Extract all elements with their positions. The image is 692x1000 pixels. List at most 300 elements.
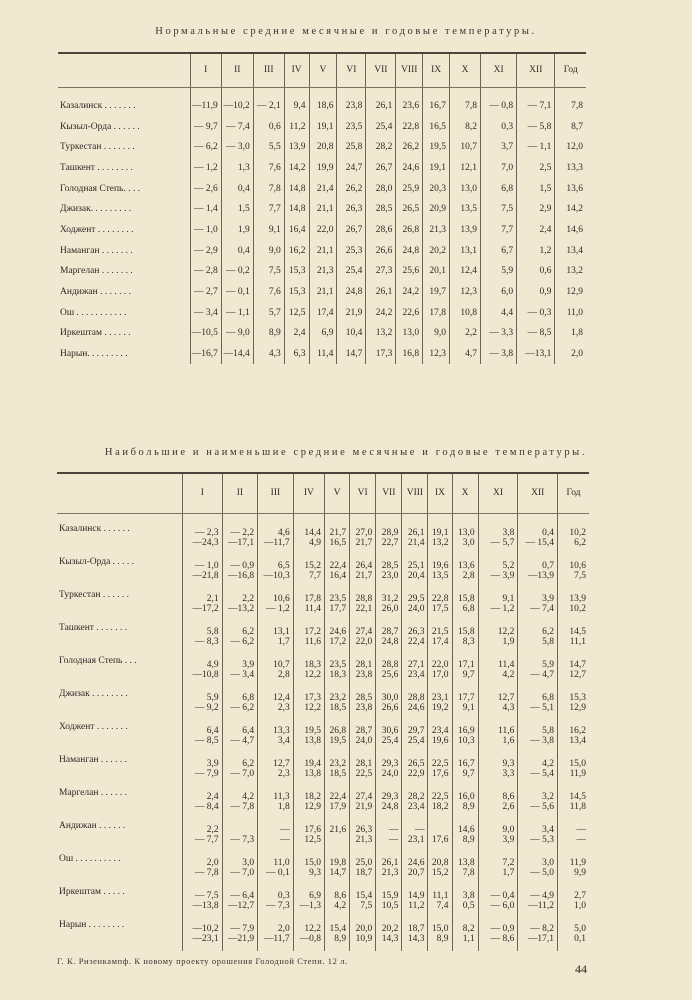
max-temperature: 6,5: [277, 561, 290, 571]
temperature-pair-cell: [182, 720, 222, 753]
max-temperature: 0,4: [542, 528, 555, 538]
month-header: Год: [555, 53, 586, 87]
min-temperature: 21,9: [355, 802, 373, 812]
min-temperature: 24,8: [381, 802, 399, 812]
temperature-cell: 14,8: [284, 178, 309, 199]
min-temperature: 16,4: [329, 571, 347, 581]
temperature-pair-cell: [452, 885, 478, 918]
temperature-cell: 26,5: [396, 199, 423, 220]
max-temperature: 29,3: [381, 759, 399, 769]
station-name: Джизак . . . . . . . .: [59, 688, 128, 699]
month-header: IV: [284, 53, 309, 87]
temperature-pair-cell: [428, 885, 452, 918]
temperature-cell: 1,3: [221, 158, 253, 179]
min-temperature: 12,5: [304, 835, 322, 845]
temperature-cell: 13,4: [555, 240, 586, 261]
table-row: [58, 344, 586, 365]
min-temperature: 4,9: [309, 538, 322, 548]
max-temperature: 27,4: [355, 627, 373, 637]
max-temperature: 15,4: [355, 891, 373, 901]
temperature-cell: 0,4: [221, 240, 253, 261]
month-header: VII: [376, 473, 402, 513]
temperature-cell: 19,7: [423, 282, 450, 303]
min-temperature: 22,4: [407, 637, 425, 647]
min-temperature: 24,0: [407, 604, 425, 614]
temperature-pair-cell: [293, 885, 324, 918]
temperature-cell: 13,0: [396, 323, 423, 344]
temperature-cell: 13,2: [366, 323, 396, 344]
temperature-cell: —10,2: [221, 96, 253, 117]
temperature-pair-cell: [222, 621, 258, 654]
temperature-pair-cell: [402, 786, 428, 819]
max-temperature: 8,6: [502, 792, 515, 802]
min-temperature: 23,1: [407, 835, 425, 845]
temperature-pair-cell: [258, 918, 294, 951]
temperature-pair-cell: [402, 885, 428, 918]
min-temperature: — 7,3: [265, 901, 290, 911]
min-temperature: — 3,8: [530, 736, 555, 746]
min-temperature: 7,5: [574, 571, 586, 581]
month-header: V: [325, 473, 350, 513]
temperature-cell: 5,9: [481, 261, 517, 282]
max-temperature: 28,9: [381, 528, 399, 538]
station-name: Иркештам . . . . . .: [60, 328, 131, 339]
temperature-pair-cell: [376, 654, 402, 687]
temperature-cell: 21,4: [309, 178, 337, 199]
max-temperature: 5,8: [206, 627, 219, 637]
max-temperature: 26,4: [355, 561, 373, 571]
month-header: Год: [558, 473, 589, 513]
max-temperature: 13,0: [458, 528, 475, 538]
temperature-pair-cell: [452, 687, 478, 720]
max-temperature: 9,1: [502, 594, 515, 604]
temperature-pair-cell: [182, 786, 222, 819]
max-temperature: 28,5: [355, 693, 373, 703]
temperature-cell: 26,7: [366, 158, 396, 179]
max-temperature: 3,8: [502, 528, 515, 538]
temperature-pair-cell: [478, 522, 518, 555]
temperature-pair-cell: [350, 621, 376, 654]
min-temperature: 4,2: [502, 670, 515, 680]
temperature-cell: 24,2: [366, 302, 396, 323]
table-row: [57, 522, 589, 555]
temperature-pair-cell: [452, 918, 478, 951]
temperature-pair-cell: [402, 654, 428, 687]
temperature-cell: 7,6: [253, 158, 284, 179]
max-temperature: 19,6: [431, 561, 449, 571]
temperature-cell: 13,5: [450, 199, 481, 220]
temperature-pair-cell: [350, 819, 376, 852]
temperature-pair-cell: [428, 819, 452, 852]
temperature-cell: —11,9: [190, 96, 221, 117]
temperature-pair-cell: [182, 588, 222, 621]
max-temperature: 28,1: [355, 759, 373, 769]
temperature-pair-cell: [518, 753, 558, 786]
min-temperature: —16,8: [228, 571, 255, 581]
temperature-pair-cell: [402, 687, 428, 720]
min-temperature: 17,0: [431, 670, 449, 680]
temperature-pair-cell: [293, 786, 324, 819]
min-temperature: —11,7: [263, 538, 290, 548]
station-name: Маргелан . . . . . . .: [60, 266, 133, 277]
month-header: XII: [518, 473, 558, 513]
max-temperature: 26,1: [381, 858, 399, 868]
temperature-pair-cell: [478, 753, 518, 786]
temperature-pair-cell: [350, 522, 376, 555]
table-row: [57, 819, 589, 852]
temperature-pair-cell: [182, 819, 222, 852]
max-temperature: 28,7: [355, 726, 373, 736]
max-temperature: 21,7: [329, 528, 347, 538]
temperature-cell: 2,4: [517, 220, 555, 241]
temperature-pair-cell: [558, 522, 589, 555]
temperature-pair-cell: [402, 588, 428, 621]
temperature-pair-cell: [258, 819, 294, 852]
temperature-cell: 11,4: [309, 344, 337, 365]
min-temperature: — 8,3: [194, 637, 219, 647]
temperature-pair-cell: [428, 654, 452, 687]
temperature-cell: 13,2: [555, 261, 586, 282]
temperature-pair-cell: [258, 687, 294, 720]
temperature-pair-cell: [293, 687, 324, 720]
temperature-pair-cell: [325, 918, 350, 951]
temperature-cell: 1,5: [221, 199, 253, 220]
max-temperature: —: [414, 825, 425, 835]
temperature-cell: 6,0: [481, 282, 517, 303]
temperature-cell: 5,5: [253, 137, 284, 158]
temperature-cell: 26,1: [366, 96, 396, 117]
min-temperature: 0,1: [574, 934, 586, 944]
min-temperature: 11,4: [304, 604, 322, 614]
temperature-pair-cell: [222, 522, 258, 555]
temperature-pair-cell: [376, 852, 402, 885]
station-name: Казалинск . . . . . . .: [60, 100, 136, 111]
temperature-pair-cell: [350, 687, 376, 720]
max-temperature: 2,0: [277, 924, 290, 934]
min-temperature: 17,6: [431, 835, 449, 845]
station-name: Туркестан . . . . . .: [59, 589, 129, 600]
min-temperature: 18,2: [431, 802, 449, 812]
temperature-cell: 3,7: [481, 137, 517, 158]
temperature-cell: 25,3: [337, 240, 366, 261]
table2-title: Наибольшие и наименьшие средние месячные и годовые температуры.: [104, 447, 588, 458]
max-temperature: 3,0: [542, 858, 555, 868]
temperature-cell: — 2,6: [190, 178, 221, 199]
temperature-pair-cell: [258, 885, 294, 918]
temperature-pair-cell: [518, 918, 558, 951]
temperature-pair-cell: [222, 588, 258, 621]
min-temperature: 22,7: [381, 538, 399, 548]
temperature-cell: — 1,1: [221, 302, 253, 323]
temperature-pair-cell: [325, 720, 350, 753]
min-temperature: — 7,0: [230, 769, 255, 779]
station-name: Голодная Степь. . . .: [60, 183, 140, 194]
max-temperature: 3,4: [542, 825, 555, 835]
temperature-pair-cell: [350, 918, 376, 951]
min-temperature: 12,9: [304, 802, 322, 812]
min-temperature: 25,4: [381, 736, 399, 746]
max-temperature: 12,2: [304, 924, 322, 934]
min-temperature: 24,8: [381, 637, 399, 647]
max-temperature: 19,8: [329, 858, 347, 868]
min-temperature: 3,4: [277, 736, 290, 746]
station-name: Ходжент . . . . . . . .: [60, 224, 134, 235]
max-temperature: 20,0: [355, 924, 373, 934]
temperature-pair-cell: [452, 588, 478, 621]
max-temperature: —10,2: [192, 924, 219, 934]
max-temperature: 15,2: [304, 561, 322, 571]
max-temperature: 6,2: [542, 627, 555, 637]
min-temperature: 8,9: [436, 934, 449, 944]
min-temperature: 23,4: [407, 802, 425, 812]
temperature-pair-cell: [325, 621, 350, 654]
min-temperature: 17,6: [431, 769, 449, 779]
table-row: [57, 720, 589, 753]
min-temperature: 8,9: [462, 835, 475, 845]
table-row: [57, 852, 589, 885]
max-temperature: 3,9: [542, 594, 555, 604]
min-temperature: — 6,2: [230, 637, 255, 647]
max-temperature: 16,7: [458, 759, 475, 769]
temperature-pair-cell: [518, 720, 558, 753]
min-temperature: 5,8: [542, 637, 555, 647]
temperature-cell: 14,7: [337, 344, 366, 365]
temperature-pair-cell: [428, 918, 452, 951]
temperature-cell: 14,8: [284, 199, 309, 220]
temperature-pair-cell: [558, 885, 589, 918]
temperature-pair-cell: [558, 852, 589, 885]
min-temperature: — 5,0: [530, 868, 555, 878]
station-name: Наманган . . . . . . .: [60, 245, 133, 256]
min-temperature: 13,5: [431, 571, 449, 581]
min-temperature: 12,2: [304, 703, 322, 713]
temperature-cell: 2,2: [450, 323, 481, 344]
temperature-cell: — 3,3: [481, 323, 517, 344]
min-temperature: —21,9: [228, 934, 255, 944]
min-temperature: 1,9: [502, 637, 515, 647]
temperature-cell: 20,9: [423, 199, 450, 220]
min-temperature: 22,9: [407, 769, 425, 779]
max-temperature: 17,8: [304, 594, 322, 604]
min-temperature: 12,7: [569, 670, 586, 680]
temperature-cell: 7,6: [253, 282, 284, 303]
temperature-cell: 2,5: [517, 158, 555, 179]
table-row: [57, 687, 589, 720]
temperature-pair-cell: [222, 885, 258, 918]
temperature-pair-cell: [478, 918, 518, 951]
temperature-cell: — 0,3: [517, 302, 555, 323]
max-temperature: [429, 825, 448, 835]
min-temperature: 11,8: [569, 802, 586, 812]
max-temperature: 24,6: [329, 627, 347, 637]
table-row: [58, 323, 586, 344]
max-temperature: 15,0: [569, 759, 586, 769]
temperature-cell: 19,5: [423, 137, 450, 158]
max-temperature: 11,0: [273, 858, 290, 868]
temperature-pair-cell: [376, 687, 402, 720]
table-row: [58, 302, 586, 323]
min-temperature: 1,7: [502, 868, 515, 878]
table-row: [58, 137, 586, 158]
temperature-cell: 4,7: [450, 344, 481, 365]
temperature-cell: 12,9: [555, 282, 586, 303]
temperature-pair-cell: [478, 588, 518, 621]
temperature-pair-cell: [222, 852, 258, 885]
temperature-pair-cell: [452, 819, 478, 852]
min-temperature: 2,3: [277, 703, 290, 713]
max-temperature: — 4,9: [530, 891, 555, 901]
min-temperature: — 7,0: [230, 868, 255, 878]
min-temperature: 10,9: [355, 934, 373, 944]
temperature-cell: 26,2: [337, 178, 366, 199]
min-temperature: —17,2: [192, 604, 219, 614]
temperature-cell: — 8,5: [517, 323, 555, 344]
max-temperature: — 0,4: [490, 891, 515, 901]
min-temperature: 17,2: [329, 637, 347, 647]
max-temperature: 25,0: [355, 858, 373, 868]
temperature-cell: 23,6: [396, 96, 423, 117]
temperature-cell: 14,2: [284, 158, 309, 179]
station-name: Ташкент . . . . . . . .: [60, 162, 133, 173]
min-temperature: 1,1: [462, 934, 475, 944]
temperature-pair-cell: [558, 555, 589, 588]
min-temperature: — 8,6: [490, 934, 515, 944]
temperature-cell: 8,9: [253, 323, 284, 344]
max-temperature: 12,7: [273, 759, 290, 769]
temperature-pair-cell: [258, 522, 294, 555]
min-temperature: 23,8: [355, 670, 373, 680]
min-temperature: 17,5: [431, 604, 449, 614]
table-row: [58, 199, 586, 220]
max-temperature: 17,2: [304, 627, 322, 637]
month-header: IV: [293, 473, 324, 513]
temperature-cell: 2,0: [555, 344, 586, 365]
min-temperature: — 4,7: [230, 736, 255, 746]
max-temperature: 14,5: [569, 792, 586, 802]
max-temperature: — 1,0: [194, 561, 219, 571]
min-temperature: 23,8: [355, 703, 373, 713]
temperature-cell: 20,1: [423, 261, 450, 282]
max-temperature: 18,7: [407, 924, 425, 934]
max-temperature: 10,2: [569, 528, 586, 538]
min-temperature: 1,8: [277, 802, 290, 812]
min-temperature: 7,5: [360, 901, 373, 911]
temperature-cell: 12,3: [450, 282, 481, 303]
temperature-pair-cell: [258, 786, 294, 819]
temperature-pair-cell: [293, 819, 324, 852]
temperature-cell: 0,3: [481, 116, 517, 137]
temperature-pair-cell: [428, 555, 452, 588]
max-temperature: 22,0: [431, 660, 449, 670]
min-temperature: 3,9: [502, 835, 515, 845]
max-temperature: 23,5: [329, 660, 347, 670]
month-header: I: [182, 473, 222, 513]
temperature-pair-cell: [350, 720, 376, 753]
page-number: 44: [575, 962, 587, 976]
temperature-pair-cell: [182, 621, 222, 654]
temperature-pair-cell: [222, 720, 258, 753]
min-temperature: 18,5: [329, 769, 347, 779]
station-header: [58, 53, 190, 87]
max-temperature: 26,3: [407, 627, 425, 637]
temperature-pair-cell: [478, 555, 518, 588]
month-header: VIII: [402, 473, 428, 513]
temperature-cell: 24,2: [396, 282, 423, 303]
month-header: VI: [350, 473, 376, 513]
table-row: [57, 786, 589, 819]
temperature-cell: 1,2: [517, 240, 555, 261]
temperature-cell: — 0,8: [481, 96, 517, 117]
temperature-cell: 7,8: [450, 96, 481, 117]
temperature-cell: 12,1: [450, 158, 481, 179]
min-temperature: 20,4: [407, 571, 425, 581]
min-temperature: 22,1: [355, 604, 373, 614]
min-temperature: 14,7: [329, 868, 347, 878]
temperature-pair-cell: [402, 819, 428, 852]
temperature-cell: 20,3: [423, 178, 450, 199]
temperature-cell: 21,9: [337, 302, 366, 323]
month-header: IX: [428, 473, 452, 513]
min-temperature: 1,6: [502, 736, 515, 746]
temperature-pair-cell: [293, 588, 324, 621]
temperature-pair-cell: [518, 885, 558, 918]
max-temperature: 6,8: [542, 693, 555, 703]
max-temperature: 15,3: [569, 693, 586, 703]
temperature-cell: 0,9: [517, 282, 555, 303]
temperature-cell: 0,4: [221, 178, 253, 199]
min-temperature: 18,5: [329, 703, 347, 713]
temperature-cell: 21,3: [309, 261, 337, 282]
temperature-cell: 6,9: [309, 323, 337, 344]
temperature-pair-cell: [376, 918, 402, 951]
max-temperature: — 2,3: [194, 528, 219, 538]
temperature-cell: — 3,4: [190, 302, 221, 323]
max-temperature: 6,8: [242, 693, 255, 703]
max-temperature: 13,9: [569, 594, 586, 604]
temperature-cell: 6,3: [284, 344, 309, 365]
temperature-cell: 7,7: [481, 220, 517, 241]
max-temperature: 13,3: [273, 726, 290, 736]
temperature-pair-cell: [518, 522, 558, 555]
min-temperature: 18,3: [329, 670, 347, 680]
table-row: [57, 918, 589, 951]
temperature-pair-cell: [182, 918, 222, 951]
max-temperature: 23,4: [431, 726, 449, 736]
temperature-pair-cell: [376, 720, 402, 753]
max-temperature: 22,5: [431, 792, 449, 802]
table-row: [58, 178, 586, 199]
month-header: VI: [337, 53, 366, 87]
temperature-cell: 28,6: [366, 220, 396, 241]
min-temperature: —23,1: [192, 934, 219, 944]
temperature-pair-cell: [325, 687, 350, 720]
temperature-pair-cell: [428, 852, 452, 885]
max-temperature: 26,1: [407, 528, 425, 538]
temperature-cell: 0,6: [253, 116, 284, 137]
max-temperature: 3,9: [242, 660, 255, 670]
max-temperature: 5,9: [206, 693, 219, 703]
temperature-cell: 26,7: [337, 220, 366, 241]
max-temperature: 5,9: [542, 660, 555, 670]
temperature-cell: 22,6: [396, 302, 423, 323]
temperature-cell: 25,4: [337, 261, 366, 282]
temperature-cell: 24,7: [337, 158, 366, 179]
temperature-cell: 2,9: [517, 199, 555, 220]
temperature-pair-cell: [222, 555, 258, 588]
max-temperature: 21,6: [329, 825, 347, 835]
temperature-cell: 13,9: [450, 220, 481, 241]
temperature-cell: 21,1: [309, 282, 337, 303]
